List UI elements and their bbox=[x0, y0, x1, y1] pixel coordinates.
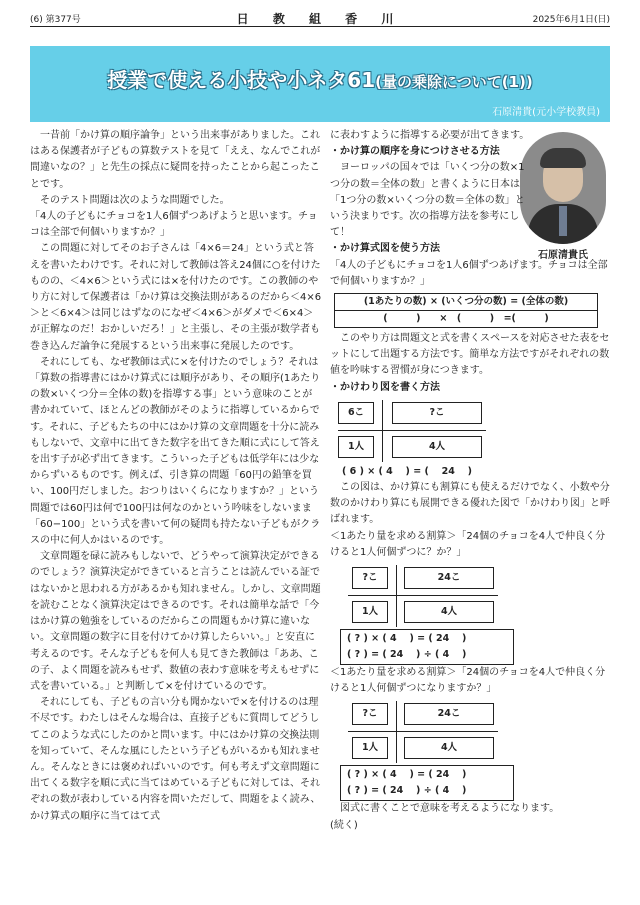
paragraph: この問題に対してそのお子さんは「4×6＝24」という式と答えを書いたわけです。それに対して教師は答え24個に○を付けたものの、＜4×6＞という式には×を付けたのです。この教師のやり方に対して保護者は「かけ算は交換法則があるのだから＜4×6＞と＜6×4＞は同じはずなのになぜ＜4×6＞がダメで＜6×4＞が正解なのだ！おかしいだろ！」と主張し、その主張が数学者も巻き込んだ論争に発展するという出来事に発展したのです。 bbox=[30, 243, 322, 352]
diagram-equation: ( ? ) = ( 24 ) ÷ ( 4 ) bbox=[347, 649, 467, 661]
paragraph: この図は、かけ算にも割算にも使えるだけでなく、小数や分数のかけわり算にも展開できる優れた図で「かけわり図」と呼ばれます。 bbox=[330, 482, 610, 526]
paragraph: それにしても、子どもの言い分も聞かないで×を付けるのは理不尽です。わたしはそんな場合は、直接子どもに質問してどうしてこのような式にしたのかと問います。中にはかけ算の交換法則を知っていて、そんな風にしたという子どもがいるかも知れません。そんなときには褒めればいいのです。何も考えず文章問題に出てくる数字を順に式に当てはめている子どもに対しては、それぞれの数が表わしている内容を問いただして、問題をよく読み、かけ算式の順序に当てはて式 bbox=[30, 697, 321, 822]
newspaper-name: 日 教 組 香 川 bbox=[236, 12, 404, 26]
paragraph: ヨーロッパの国々では「いくつ分の数×1つ分の数＝全体の数」と書くように日本は「1つ分の数×いくつ分の数＝全体の数」という決まりです。次の指導方法を参考にして！ bbox=[330, 162, 525, 239]
diagram-cell: 1人 bbox=[352, 601, 388, 623]
right-column bbox=[330, 128, 610, 834]
paragraph: 一昔前「かけ算の順序論争」という出来事がありました。これはある保護者が子どもの算数テストを見て「ええ、なんでこれが間違いなの？」と先生の採点に疑問を持ったことから起こったことです。 bbox=[30, 130, 321, 190]
example-title: ＜1あたり量を求める割算＞「24個のチョコを4人で仲良く分けると1人何個ずつに？か？」 bbox=[330, 530, 606, 558]
title-main: 授業で使える小技や小ネタ61 bbox=[107, 68, 376, 92]
diagram-divider bbox=[348, 731, 498, 732]
kakewari-diagram bbox=[338, 565, 610, 627]
paragraph: 「4人の子どもにチョコを1人6個ずつあげようと思います。チョコは全部で何個いりますか？」 bbox=[30, 211, 318, 239]
issue-number: (6) 第377号 bbox=[30, 15, 81, 25]
diagram-equation: ( ? ) × ( 4 ) = ( 24 ) bbox=[347, 769, 467, 781]
diagram-divider bbox=[382, 400, 383, 462]
article-title bbox=[30, 64, 610, 93]
formula-blanks: ( ) × ( ) =( ) bbox=[335, 310, 597, 327]
diagram-cell: 4人 bbox=[404, 737, 494, 759]
diagram-cell: 24こ bbox=[404, 567, 494, 589]
kakewari-diagram bbox=[338, 701, 610, 763]
issue-date: 2025年6月1日(日) bbox=[532, 15, 610, 25]
diagram-cell: 6こ bbox=[338, 402, 374, 424]
continued-label: (続く) bbox=[330, 819, 358, 831]
diagram-cell: ?こ bbox=[352, 567, 388, 589]
paragraph: 「4人の子どもにチョコを1人6個ずつあげます。チョコは全部で何個いりますか？」 bbox=[330, 259, 608, 287]
photo-caption: 石原清貴氏 bbox=[538, 250, 588, 261]
section-heading: ・かけ算の順序を身につけさせる方法 bbox=[330, 146, 500, 158]
formula-labels: (1あたりの数) × (いくつ分の数) = (全体の数) bbox=[363, 296, 569, 308]
equation-box bbox=[340, 629, 514, 665]
left-column bbox=[30, 128, 322, 825]
diagram-cell: 24こ bbox=[404, 703, 494, 725]
title-banner bbox=[30, 46, 610, 122]
diagram-cell: 4人 bbox=[404, 601, 494, 623]
paragraph: に表わすように指導する必要が出てきます。 bbox=[330, 130, 530, 141]
paragraph: このやり方は問題文と式を書くスペースを対応させた表をセットにして出題する方法です。簡単な方法ですがそれぞれの数値を吟味する習慣が身につきます。 bbox=[330, 333, 610, 377]
diagram-divider bbox=[338, 430, 486, 431]
diagram-divider bbox=[396, 701, 397, 763]
diagram-equation: ( ? ) = ( 24 ) ÷ ( 4 ) bbox=[347, 785, 467, 797]
article-author: 石原清貴(元小学校教員) bbox=[492, 107, 600, 118]
equation-box bbox=[340, 765, 514, 801]
title-subtitle: (量の乗除について(1)) bbox=[375, 73, 533, 91]
page-header bbox=[30, 10, 610, 27]
diagram-cell: 1人 bbox=[338, 436, 374, 458]
paragraph: そのテスト問題は次のような問題でした。 bbox=[40, 194, 230, 206]
diagram-cell: 4人 bbox=[392, 436, 482, 458]
kakewari-diagram bbox=[338, 400, 610, 462]
paragraph: それにしても、なぜ教師は式に×を付けたのでしょう？それは「算数の指導書にはかけ算式には順序があり、その順序(1あたりの数×いくつ分＝全体の数)を指導する事」という意味のことが書かれていて、ほとんどの教師がそのように指導しているからです。それに、子どもたちの中にはかけ算の文章問題を十分に読みもしないで、文章中に出てきた数字を出てきた順に式にして答えを出す子が必ず出てきます。こういった子どもは低学年には少なからずいるものです。例えば、引き算の問題「60円の鉛筆を買い、100円だしました。おつりはいくらになりますか？」という問題では60円は何で100円は何なのかという吟味をしないまま「60−100」という式を書いて何の疑問も持たない子どもがクラスの中に何人かはいるのです。 bbox=[30, 356, 321, 547]
diagram-equation: ( 6 ) × ( 4 ) = ( 24 ) bbox=[342, 465, 472, 477]
section-heading: ・かけわり図を書く方法 bbox=[330, 381, 440, 393]
diagram-divider bbox=[348, 595, 498, 596]
diagram-cell: 1人 bbox=[352, 737, 388, 759]
diagram-divider bbox=[396, 565, 397, 627]
formula-box bbox=[334, 293, 598, 328]
diagram-cell: ?こ bbox=[352, 703, 388, 725]
paragraph: 図式に書くことで意味を考えるようになります。 bbox=[340, 803, 560, 815]
section-heading: ・かけ算式図を使う方法 bbox=[330, 243, 440, 255]
diagram-cell: ?こ bbox=[392, 402, 482, 424]
paragraph: 文章問題を碌に読みもしないで、どうやって演算決定ができるのでしょう？演算決定ができていると言うことは読んでいる証ではないかと思われる方があるかも知れません。しかし、文章問題を読むことなく演算決定はできるのです。それは簡単な話で「今はかけ算の勉強をしているのだからこの問題もかけ算に違いない。文章問題の数字に目を付けてかけ算したらいい。」と安直に考えるのです。そんな子どもを何人も見てきた教師は「ああ、この子、よく問題を読みもせず、数値の表わす意味を考えもせずに式を書いている。」と判断して×を付けているのです。 bbox=[30, 551, 321, 692]
example-title: ＜1あたり量を求める割算＞「24個のチョコを4人で仲良く分けると1人何個ずつになりますか？」 bbox=[330, 667, 606, 695]
diagram-equation: ( ? ) × ( 4 ) = ( 24 ) bbox=[347, 633, 467, 645]
